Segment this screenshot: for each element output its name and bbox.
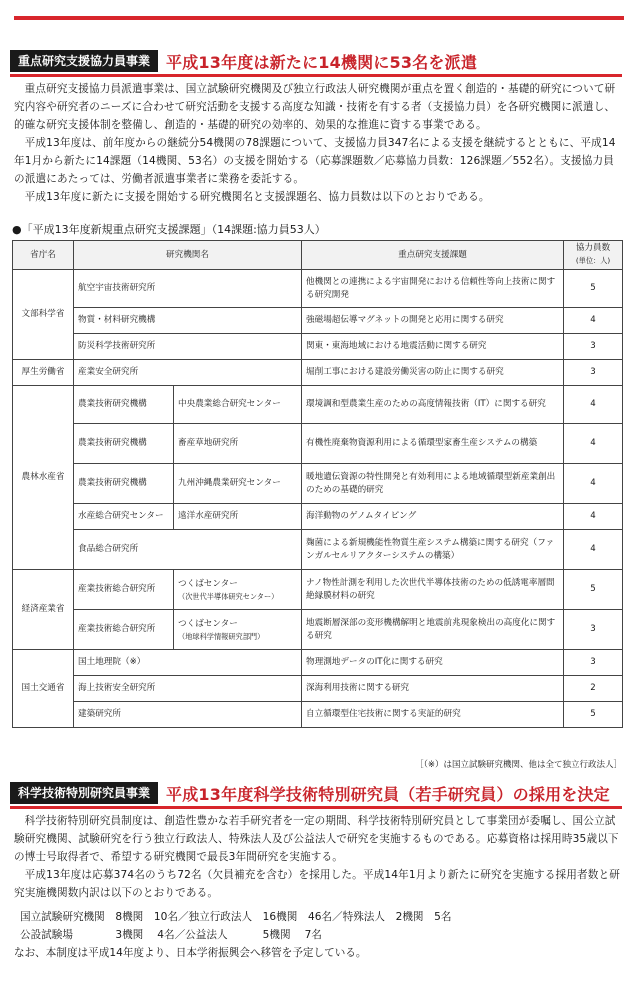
ministry-cell: 農林水産省 bbox=[13, 386, 74, 570]
organization-cell: 農業技術研究機構 bbox=[74, 386, 174, 424]
table-row bbox=[13, 334, 623, 360]
sub-organization-cell bbox=[174, 386, 302, 424]
section2-paragraph-1: 科学技術特別研究員制度は、創造性豊かな若手研究者を一定の期間、科学技術特別研究員として事業団が委嘱し、国公立試験研究機関、試験研究を行う独立行政法人、特殊法人及び公益法人で研究を実施するものである。応募資格は採用時35歳以下の博士号取得者で、希望する研究機関で最長3年間研究を実施する。 bbox=[14, 815, 619, 863]
section2-underline bbox=[10, 806, 622, 809]
section2-body bbox=[14, 812, 620, 902]
organization-cell: 産業技術総合研究所 bbox=[74, 610, 174, 650]
header-organization: 研究機関名 bbox=[74, 241, 302, 270]
sub-organization-name: 九州沖縄農業研究センター bbox=[178, 478, 281, 488]
ministry-cell: 文部科学省 bbox=[13, 270, 74, 360]
sub-organization-note: （次世代半導体研究センター） bbox=[178, 591, 279, 601]
topic-cell: 物理測地データのIT化に関する研究 bbox=[302, 650, 564, 676]
table-note: ［（※）は国立試験研究機関、他は全て独立行政法人］ bbox=[415, 760, 622, 770]
section1-label: 重点研究支援協力員事業 bbox=[10, 50, 158, 72]
table-row bbox=[13, 360, 623, 386]
table-row bbox=[13, 610, 623, 650]
count-cell: 4 bbox=[564, 530, 623, 570]
topic-cell: 自立循環型住宅技術に関する実証的研究 bbox=[302, 702, 564, 728]
section1-paragraph-2: 平成13年度は、前年度からの継続分54機関の78課題について、支援協力員347名による支援を継続するとともに、平成14年1月から新たに14課題（14機関、53名）の支援を開始する（応募課題数／応募協力員数：126課題／552名）。支援協力員の派遣にあたっては、労働者派遣事業者に業務を委託する。 bbox=[14, 137, 616, 185]
section2-label: 科学技術特別研究員事業 bbox=[10, 782, 158, 804]
count-cell: 5 bbox=[564, 702, 623, 728]
topic-cell: 他機関との連携による宇宙開発における信頼性等向上技術に関する研究開発 bbox=[302, 270, 564, 308]
breakdown-row-1: 国立試験研究機関 8機関 10名／独立行政法人 16機関 46名／特殊法人 2機関 5名 bbox=[20, 911, 452, 923]
topic-cell: 海洋動物のゲノムタイピング bbox=[302, 504, 564, 530]
count-cell: 5 bbox=[564, 270, 623, 308]
table-header-row bbox=[13, 241, 623, 270]
sub-organization-name: 遠洋水産研究所 bbox=[178, 511, 239, 521]
organization-cell: 国土地理院（※） bbox=[74, 650, 302, 676]
section2-title: 平成13年度科学技術特別研究員（若手研究員）の採用を決定 bbox=[166, 784, 610, 804]
count-cell: 3 bbox=[564, 334, 623, 360]
section1-header bbox=[10, 48, 477, 74]
organization-cell: 航空宇宙技術研究所 bbox=[74, 270, 302, 308]
table-row bbox=[13, 308, 623, 334]
table-row bbox=[13, 386, 623, 424]
sub-organization-name: つくばセンター bbox=[178, 578, 238, 589]
section2-header bbox=[10, 780, 610, 806]
count-cell: 4 bbox=[564, 424, 623, 464]
ministry-cell: 厚生労働省 bbox=[13, 360, 74, 386]
section2-paragraph-2: 平成13年度は応募374名のうち72名（欠員補充を含む）を採用した。平成14年1月より新たに研究を実施する採用者数と研究実施機関数内訳は以下のとおりである。 bbox=[14, 869, 620, 899]
table-heading: ●「平成13年度新規重点研究支援課題」（14課題:協力員53人） bbox=[12, 223, 326, 236]
count-cell: 5 bbox=[564, 570, 623, 610]
topic-cell: 強磁場超伝導マグネットの開発と応用に関する研究 bbox=[302, 308, 564, 334]
table-row bbox=[13, 464, 623, 504]
count-cell: 3 bbox=[564, 360, 623, 386]
research-support-table bbox=[12, 240, 623, 728]
count-cell: 3 bbox=[564, 650, 623, 676]
organization-cell: 食品総合研究所 bbox=[74, 530, 302, 570]
sub-organization-name: 畜産草地研究所 bbox=[178, 438, 239, 448]
section1-underline bbox=[10, 74, 622, 77]
topic-cell: 環境調和型農業生産のための高度情報技術（IT）に関する研究 bbox=[302, 386, 564, 424]
table-row bbox=[13, 530, 623, 570]
topic-cell: ナノ物性計測を利用した次世代半導体技術のための低誘電率層間絶縁膜材料の研究 bbox=[302, 570, 564, 610]
organization-cell: 農業技術研究機構 bbox=[74, 424, 174, 464]
section1-body bbox=[14, 80, 620, 206]
header-topic: 重点研究支援課題 bbox=[302, 241, 564, 270]
ministry-cell: 国土交通省 bbox=[13, 650, 74, 728]
sub-organization-cell bbox=[174, 464, 302, 504]
sub-organization-name: 中央農業総合研究センター bbox=[178, 399, 281, 409]
organization-cell: 産業技術総合研究所 bbox=[74, 570, 174, 610]
table-row bbox=[13, 504, 623, 530]
count-cell: 3 bbox=[564, 610, 623, 650]
table-row bbox=[13, 270, 623, 308]
sub-organization-name: つくばセンター bbox=[178, 618, 238, 629]
organization-cell: 建築研究所 bbox=[74, 702, 302, 728]
section1-paragraph-1: 重点研究支援協力員派遣事業は、国立試験研究機関及び独立行政法人研究機関が重点を置く創造的・基礎的研究について研究内容や研究者のニーズに合わせて研究活動を支援する高度な知識・技術を有する者（支援協力員）を各研究機関に派遣し、的確な研究支援体制を整備し、創造的・基礎的研究の効率的、効果的な推進に資する事業である。 bbox=[14, 83, 616, 131]
table-row bbox=[13, 702, 623, 728]
sub-organization-cell bbox=[174, 504, 302, 530]
topic-cell: 有機性廃棄物資源利用による循環型家畜生産システムの構築 bbox=[302, 424, 564, 464]
organization-cell: 物質・材料研究機構 bbox=[74, 308, 302, 334]
breakdown-row-2: 公設試験場 3機関 4名／公益法人 5機関 7名 bbox=[20, 929, 322, 941]
organization-cell: 産業安全研究所 bbox=[74, 360, 302, 386]
table-row bbox=[13, 650, 623, 676]
header-ministry: 省庁名 bbox=[13, 241, 74, 270]
organization-cell: 海上技術安全研究所 bbox=[74, 676, 302, 702]
topic-cell: 麹菌による新規機能性物質生産システム構築に関する研究（ファンガルセルリアクターシステムの構築） bbox=[302, 530, 564, 570]
recruitment-breakdown bbox=[14, 908, 620, 962]
count-cell: 4 bbox=[564, 386, 623, 424]
section1-paragraph-3: 平成13年度に新たに支援を開始する研究機関名と支援課題名、協力員数は以下のとおりである。 bbox=[24, 191, 490, 203]
sub-organization-cell bbox=[174, 610, 302, 650]
table-body bbox=[13, 270, 623, 728]
count-cell: 2 bbox=[564, 676, 623, 702]
organization-cell: 農業技術研究機構 bbox=[74, 464, 174, 504]
organization-cell: 防災科学技術研究所 bbox=[74, 334, 302, 360]
sub-organization-cell bbox=[174, 424, 302, 464]
count-cell: 4 bbox=[564, 308, 623, 334]
ministry-cell: 経済産業省 bbox=[13, 570, 74, 650]
topic-cell: 堀削工事における建設労働災害の防止に関する研究 bbox=[302, 360, 564, 386]
topic-cell: 暖地遺伝資源の特性開発と有効利用による地域循環型新産業創出のための基礎的研究 bbox=[302, 464, 564, 504]
sub-organization-cell bbox=[174, 570, 302, 610]
topic-cell: 地震断層深部の変形機構解明と地震前兆現象検出の高度化に関する研究 bbox=[302, 610, 564, 650]
count-cell: 4 bbox=[564, 504, 623, 530]
closing-note: なお、本制度は平成14年度より、日本学術振興会へ移管を予定している。 bbox=[14, 947, 367, 959]
organization-cell: 水産総合研究センター bbox=[74, 504, 174, 530]
table-row bbox=[13, 424, 623, 464]
table-row bbox=[13, 676, 623, 702]
topic-cell: 深海利用技術に関する研究 bbox=[302, 676, 564, 702]
topic-cell: 関東・東海地域における地震活動に関する研究 bbox=[302, 334, 564, 360]
section1-title: 平成13年度は新たに14機関に53名を派遣 bbox=[166, 52, 478, 72]
top-rule bbox=[14, 16, 624, 20]
table-row bbox=[13, 570, 623, 610]
header-count: 協力員数 (単位：人) bbox=[564, 241, 623, 270]
count-cell: 4 bbox=[564, 464, 623, 504]
sub-organization-note: （地球科学情報研究部門） bbox=[178, 631, 265, 641]
